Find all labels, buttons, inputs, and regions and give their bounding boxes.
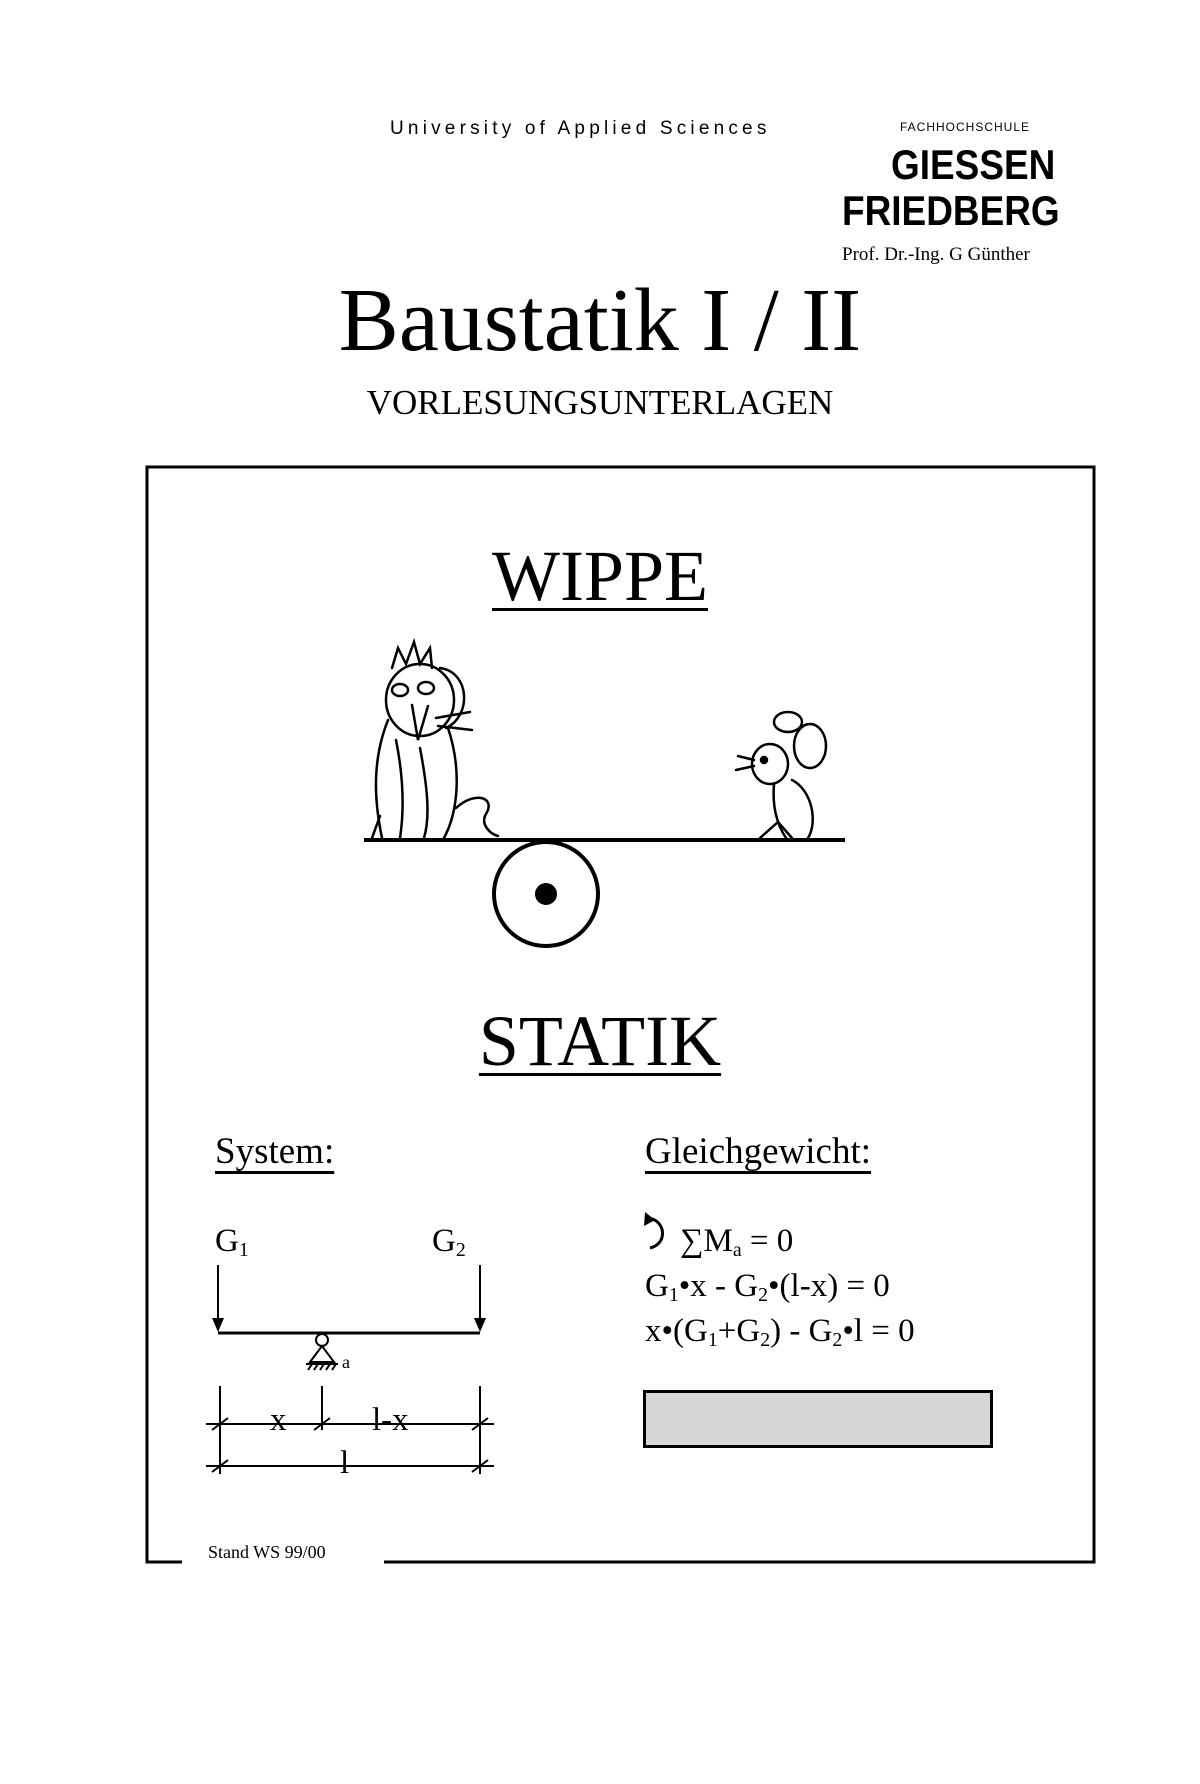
- page-subtitle: VORLESUNGSUNTERLAGEN: [366, 383, 834, 422]
- result-box: [643, 1390, 993, 1448]
- wippe-heading: WIPPE: [492, 536, 708, 616]
- author: Prof. Dr.-Ing. G Günther: [842, 244, 1030, 265]
- statik-heading: STATIK: [478, 1001, 722, 1081]
- system-diagram: [206, 1265, 494, 1474]
- school-name-line2: FRIEDBERG: [842, 187, 1060, 234]
- equilibrium-label: Gleichgewicht:: [645, 1131, 872, 1172]
- university-tagline: University of Applied Sciences: [390, 118, 771, 139]
- dimension-l: l: [340, 1445, 350, 1481]
- moment-arrowhead: [644, 1212, 655, 1226]
- load-g2-label: $G_2$: [432, 1223, 466, 1261]
- dimension-l-minus-x: l-x: [372, 1402, 409, 1438]
- seesaw-illustration: [364, 840, 845, 946]
- version-stamp: Stand WS 99/00: [200, 1542, 334, 1563]
- mouse-icon: [736, 712, 826, 838]
- school-type: FACHHOCHSCHULE: [900, 120, 1031, 134]
- equation-moment-sum: $\sum M_a = 0$: [680, 1223, 794, 1261]
- load-g1-label: $G_1$: [215, 1223, 249, 1261]
- support-label: a: [342, 1352, 350, 1372]
- equation-balance: $G_1•x$ - $G_2•(l-x) = 0$: [645, 1268, 890, 1306]
- system-label: System:: [215, 1131, 335, 1172]
- equation-rearranged: $x•(G_1+G_2)$ - $G_2•l = 0$: [645, 1313, 915, 1351]
- school-name-line1: GIESSEN: [891, 141, 1056, 188]
- lion-icon: [372, 642, 498, 838]
- page-title: Baustatik I / II: [338, 271, 862, 370]
- dimension-x: x: [270, 1402, 287, 1438]
